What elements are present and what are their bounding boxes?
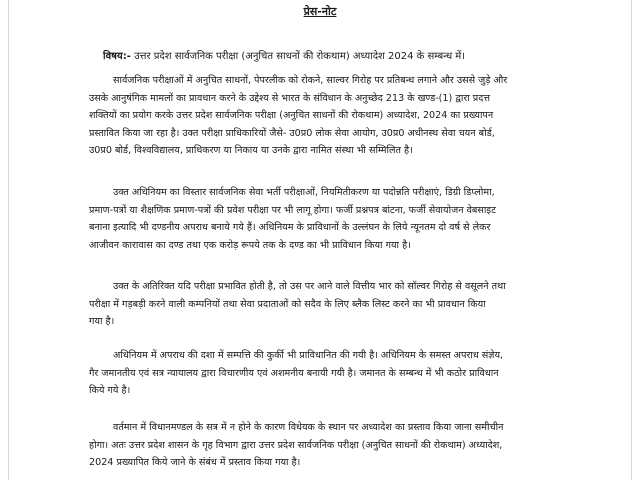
paragraph-line: सार्वजनिक परीक्षाओं में अनुचित साधनों, पेपरलीक को रोकने, साल्वर गिरोह पर प्रतिबन्ध लगाने और उससे जुड़े और <box>113 75 508 86</box>
paragraph-line: उक्त अधिनियम का विस्तार सार्वजनिक सेवा भर्ती परीक्षाओं, नियमितीकरण या पदोन्नति परीक्षाएं, डिग्री डिप्लोमा, <box>113 187 495 198</box>
paragraph-line: बनाना इत्यादि भी दण्डनीय अपराध बनाये गये हैं। अधिनियम के प्राविधानों के उल्लंघन के लिये न्यूनतम दो वर्ष से लेकर <box>89 222 491 233</box>
paragraph-4 <box>89 347 621 400</box>
paragraph-line: आजीवन कारावास का दण्ड तथा एक करोड़ रूपये तक के दण्ड का भी प्राविधान किया गया है। <box>89 239 411 251</box>
paragraph-line: प्रस्तावित किया जा रहा है। उक्त परीक्षा प्राधिकारियों जैसे- उ0प्र0 लोक सेवा आयोग, उ0प्र0 अधीनस्थ सेवा चयन बोर्ड, <box>89 127 495 139</box>
subject-text: उत्तर प्रदेश सार्वजनिक परीक्षा (अनुचित साधनों की रोकथाम) अध्यादेश 2024 के सम्बन्ध में। <box>134 51 466 62</box>
paragraph-5 <box>89 419 621 472</box>
paragraph-line: गैर जमानतीय एवं सत्र न्यायालय द्वारा विचारणीय एवं अशमनीय बनायी गयी है। जमानत के सम्बन्ध में भी कठोर प्राविधान <box>89 367 499 379</box>
paragraph-line: किये गये है। <box>89 385 131 396</box>
paragraph-line: होगा। अतः उत्तर प्रदेश शासन के गृह विभाग द्वारा उत्तर प्रदेश सार्वजनिक परीक्षा (अनुचित साधनों की रोकथाम) अध्यादेश, <box>89 439 503 451</box>
paragraph-1 <box>89 72 621 160</box>
paragraph-line: परीक्षा में गड़बड़ी करने वाली कम्पनियों तथा सेवा प्रदाताओं को सदैव के लिए ब्लैक लिस्ट करने का भी प्रावधान किया <box>89 298 486 310</box>
paragraph-line: उ0प्र0 बोर्ड, विश्वविद्यालय, प्राधिकरण या निकाय या उनके द्वारा नामित संस्था भी सम्मिलित है। <box>89 145 413 156</box>
page-edge-left <box>8 0 9 480</box>
paragraph-line: उक्त के अतिरिक्त यदि परीक्षा प्रभावित होती है, तो उस पर आने वाले वित्तीय भार को सॉल्वर गिरोह से वसूलने तथा <box>113 281 506 292</box>
paragraph-line: उसके आनुषंगिक मामलों का प्रावधान करने के उद्देश्य से भारत के संविधान के अनुच्छेद 213 के खण्ड-(1) द्वारा प्रदत्त <box>89 92 490 104</box>
page-title: प्रेस-नोट <box>303 5 337 18</box>
paragraph-2 <box>89 184 621 254</box>
paragraph-3 <box>89 278 621 331</box>
page-edge-right <box>631 0 632 480</box>
paragraph-line: प्रमाण-पत्रों या शैक्षणिक प्रमाण-पत्रों की प्रवेश परीक्षा पर भी लागू होगा। फर्जी प्रश्नपत्र बांटना, फर्जी सेवायोजन वेबसाइट <box>89 204 496 216</box>
subject-line <box>103 50 623 64</box>
subject-label: विषय:- <box>103 51 131 62</box>
paragraph-line: शक्तियों का प्रयोग करके उत्तर प्रदेश सार्वजनिक परीक्षा (अनुचित साधनों की रोकथाम) अध्यादेश, 2024 का प्रख्यापन <box>89 110 494 121</box>
paragraph-line: अधिनियम में अपराध की दशा में सम्पत्ति की कुर्की भी प्राविधानित की गयी है। अधिनियम के समस्त अपराध संज्ञेय, <box>113 350 504 361</box>
paragraph-line: वर्तमान में विधानमण्डल के सत्र में न होने के कारण विधेयक के स्थान पर अध्यादेश का प्रस्ताव किया जाना समीचीन <box>113 422 504 433</box>
paragraph-line: 2024 प्रख्यापित किये जाने के संबंध में प्रस्ताव किया गया है। <box>89 457 301 468</box>
paragraph-line: गया है। <box>89 316 115 327</box>
